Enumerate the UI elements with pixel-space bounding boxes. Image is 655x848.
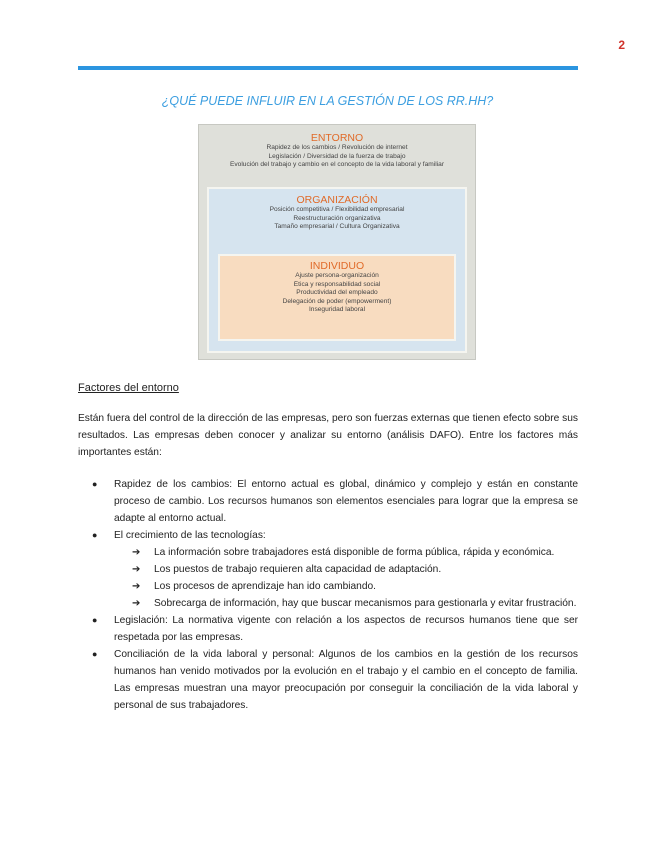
arrow-right-icon: ➔ [132,547,141,558]
sub-list-item [114,578,578,595]
organizacion-title: ORGANIZACIÓN [296,194,378,206]
sub-list-item-text: Los procesos de aprendizaje han ido cambiando. [154,581,377,592]
sub-list-item [114,595,578,612]
page-heading: ¿QUÉ PUEDE INFLUIR EN LA GESTIÓN DE LOS RR.HH? [161,94,494,108]
list-item [78,646,578,714]
individuo-section [218,254,456,341]
bullet-icon: ● [92,479,98,489]
individuo-line: Inseguridad laboral [308,306,366,314]
list-item-text: Conciliación de la vida laboral y personal: Algunos de los cambios en la gestión de los recursos humanos han venido motivados por la evolución en el trabajo y el cambio en el concepto de familia. Las empresas muestran una mayor preocupación por conseguir la conciliación de la vida laboral y personal de sus trabajadores. [114,649,578,711]
intro-paragraph: Están fuera del control de la dirección de las empresas, pero son fuerzas externas que tienen efecto sobre sus resultados. Las empresas deben conocer y analizar su entorno (análisis DAFO). Entre los factores más importantes están: [78,413,578,458]
entorno-line: Legislación / Diversidad de la fuerza de trabajo [268,152,406,160]
entorno-line: Rapidez de los cambios / Revolución de internet [266,144,408,151]
hr-influence-diagram [198,124,476,360]
sub-list-item [114,561,578,578]
individuo-line: Ética y responsabilidad social [293,280,381,288]
sub-list-item [114,544,578,561]
list-item [78,612,578,646]
sub-list-item-text: La información sobre trabajadores está disponible de forma pública, rápida y económica. [154,547,555,558]
bullet-icon: ● [92,615,98,625]
organizacion-line: Posición competitiva / Flexibilidad empresarial [269,206,405,213]
organizacion-line: Tamaño empresarial / Cultura Organizativa [274,223,400,231]
entorno-section [199,125,475,170]
individuo-line: Delegación de poder (empowerment) [282,297,392,305]
list-item-text: Legislación: La normativa vigente con relación a los aspectos de recursos humanos tiene que ser respetada por las empresas. [114,615,578,643]
arrow-right-icon: ➔ [132,598,141,609]
individuo-title: INDIVIDUO [309,260,365,272]
sub-list-item-text: Los puestos de trabajo requieren alta capacidad de adaptación. [154,564,442,575]
list-item-text: El crecimiento de las tecnologías: [114,530,266,541]
technology-sub-list [114,544,578,612]
sub-list-item-text: Sobrecarga de información, hay que buscar mecanismos para gestionarla y evitar frustración. [154,598,577,609]
list-item [78,527,578,612]
entorno-title: ENTORNO [310,132,364,144]
bullet-icon: ● [92,649,98,659]
arrow-right-icon: ➔ [132,564,141,575]
top-rule [78,66,578,70]
organizacion-section [207,187,467,353]
individuo-line: Productividad del empleado [296,289,378,297]
bullet-icon: ● [92,530,98,540]
factors-list [78,476,578,714]
section-title: Factores del entorno [78,382,179,394]
entorno-line: Evolución del trabajo y cambio en el concepto de la vida laboral y familiar [229,161,445,169]
organizacion-line: Reestructuración organizativa [293,214,381,222]
list-item-text: Rapidez de los cambios: El entorno actual es global, dinámico y complejo y están en constante proceso de cambio. Los recursos humanos son elementos esenciales para lograr que la empresa se adapte al entorno actual. [114,479,578,524]
arrow-right-icon: ➔ [132,581,141,592]
list-item [78,476,578,527]
individuo-line: Ajuste persona-organización [295,272,379,279]
page-number: 2 [618,38,625,52]
